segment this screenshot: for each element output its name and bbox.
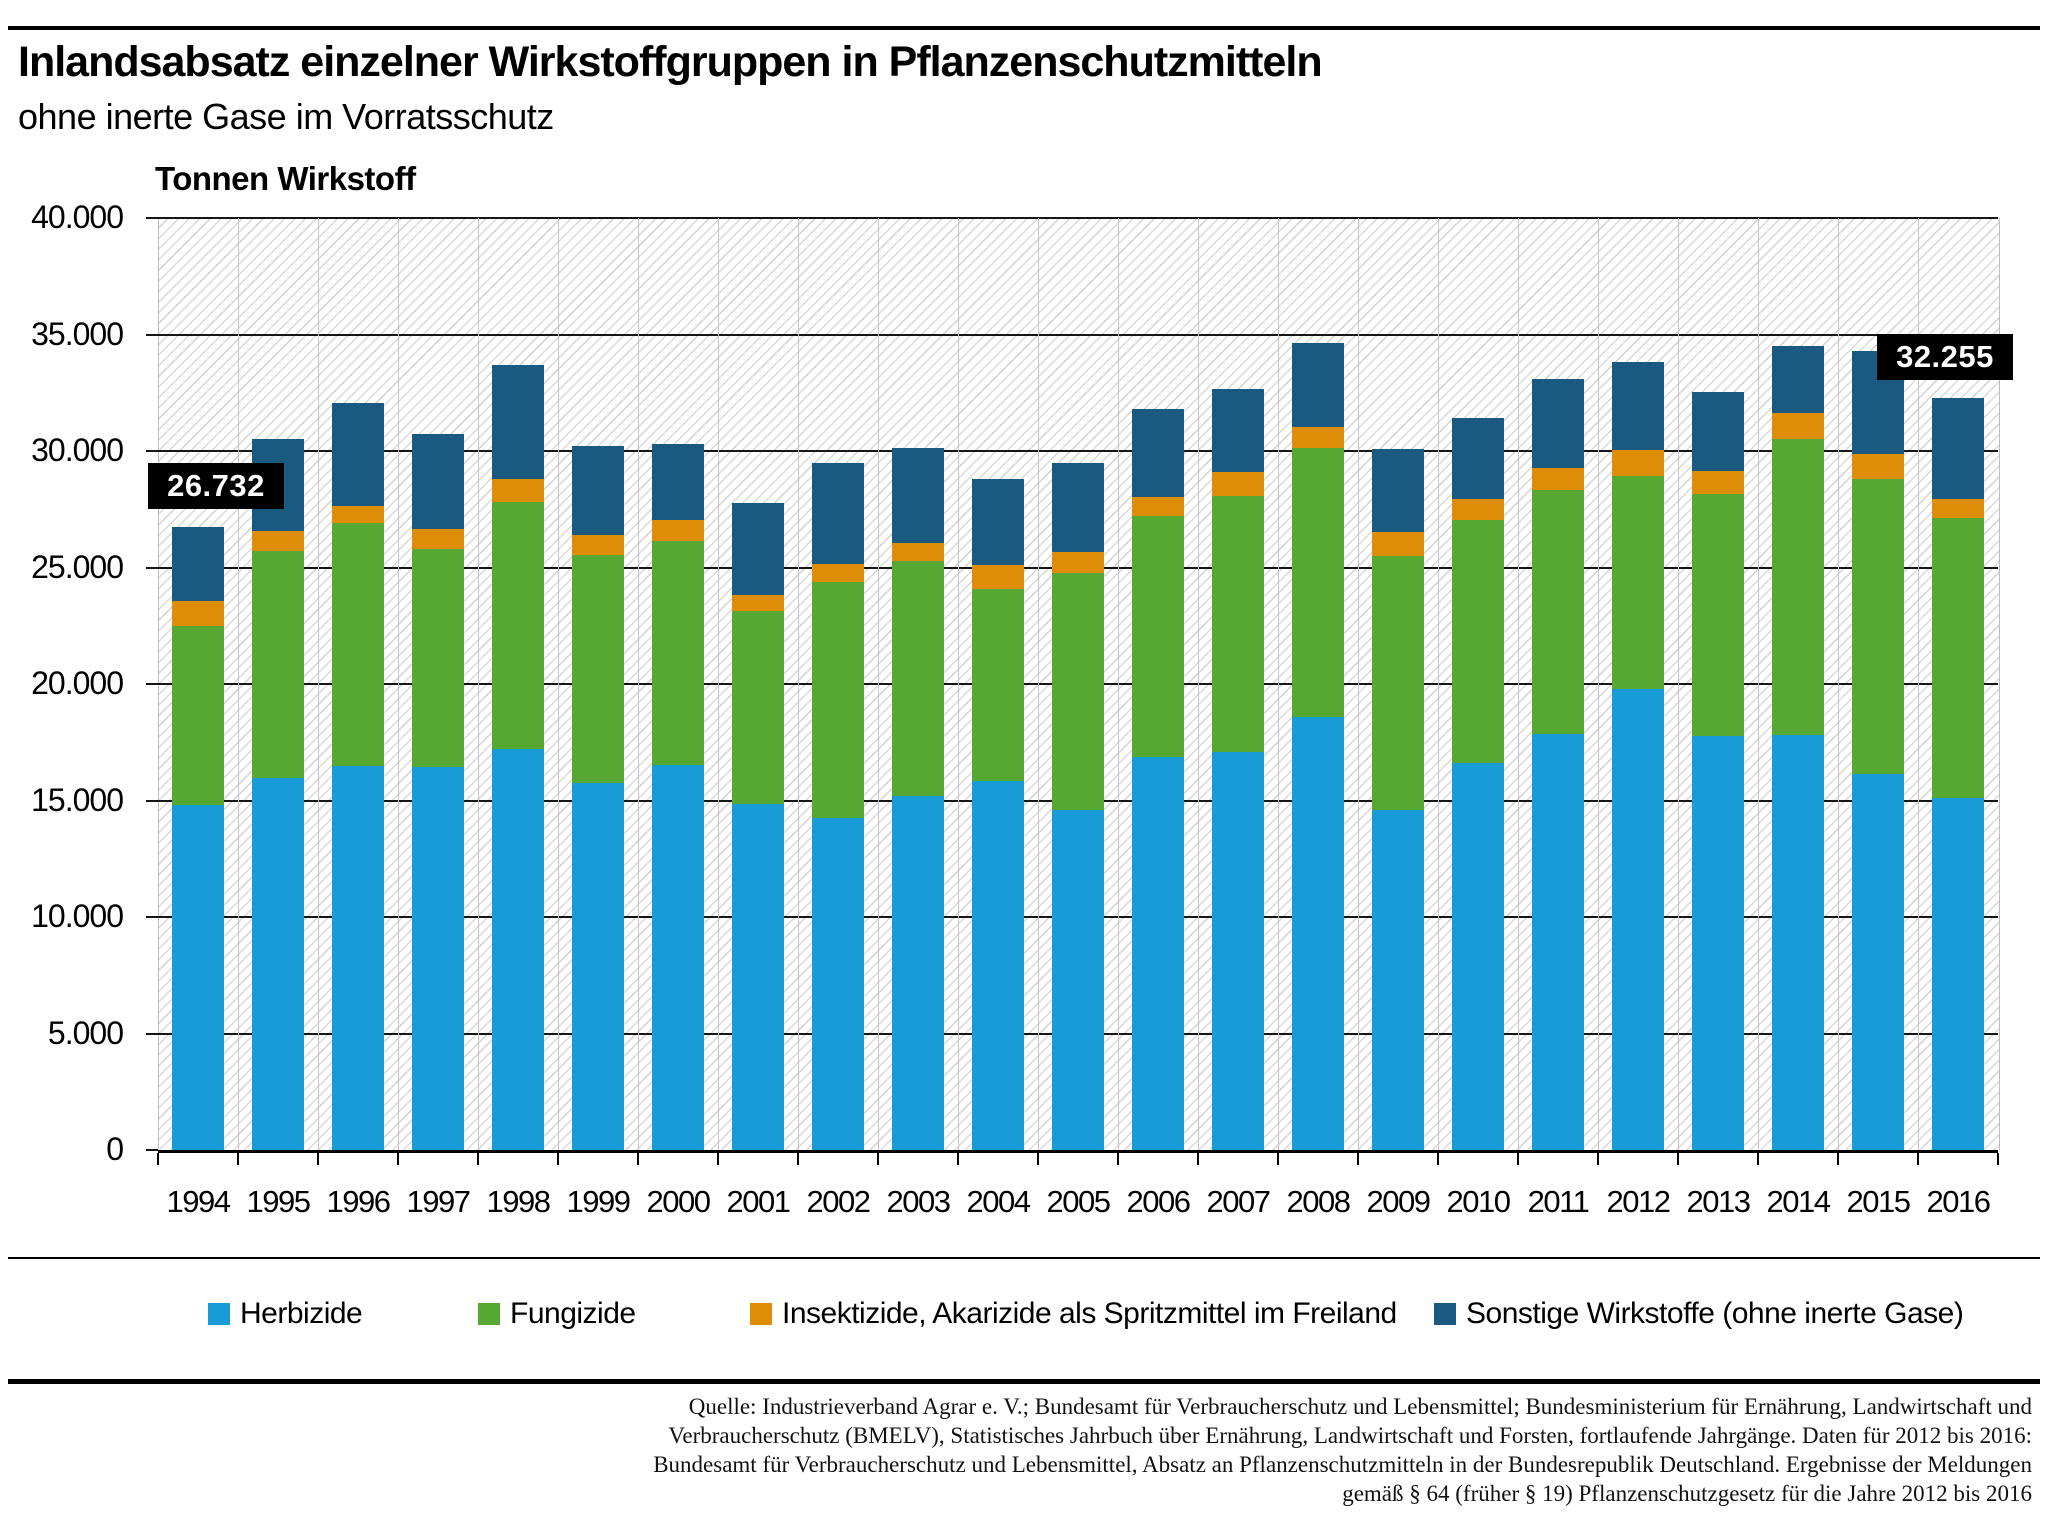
- x-tick-label-year: 2001: [726, 1184, 790, 1219]
- bar-segment-fungizide: [1292, 448, 1344, 717]
- bar-segment-insektizide: [732, 595, 784, 612]
- source-text: [452, 1392, 2032, 1508]
- x-tick-label-year: 1994: [166, 1184, 230, 1219]
- x-tick-mark: [477, 1153, 479, 1165]
- column-separator: [1598, 218, 1599, 1150]
- source-line: gemäß § 64 (früher § 19) Pflanzenschutzgesetz für die Jahre 2012 bis 2016: [1342, 1481, 2032, 1506]
- x-tick-label-year: 2004: [966, 1184, 1030, 1219]
- bar-segment-herbizide: [332, 766, 384, 1150]
- bar-segment-fungizide: [572, 555, 624, 783]
- bar-segment-fungizide: [1692, 494, 1744, 736]
- x-tick-label-year: 2003: [886, 1184, 950, 1219]
- bar-segment-sonstige: [1772, 346, 1824, 413]
- bar-segment-sonstige: [1212, 389, 1264, 472]
- x-tick-label-year: 2009: [1366, 1184, 1430, 1219]
- legend-label: Fungizide: [510, 1297, 636, 1330]
- x-tick-mark: [637, 1153, 639, 1165]
- page-title: Inlandsabsatz einzelner Wirkstoffgruppen in Pflanzenschutzmitteln: [18, 38, 1322, 86]
- top-rule: [8, 26, 2040, 30]
- x-tick-label-year: 1996: [326, 1184, 390, 1219]
- x-axis-line: [158, 1150, 1998, 1153]
- legend-swatch: [208, 1303, 230, 1325]
- x-tick-label-year: 1997: [406, 1184, 470, 1219]
- bar-segment-sonstige: [732, 503, 784, 595]
- bar-segment-sonstige: [1132, 409, 1184, 498]
- column-separator: [238, 218, 239, 1150]
- bar-segment-sonstige: [1052, 463, 1104, 552]
- bar-segment-sonstige: [172, 527, 224, 601]
- bar-segment-herbizide: [972, 781, 1024, 1150]
- bar-segment-fungizide: [1452, 520, 1504, 763]
- bar-segment-insektizide: [1292, 427, 1344, 448]
- x-tick-mark: [957, 1153, 959, 1165]
- y-tick-label: 5.000: [47, 1014, 123, 1051]
- bar-segment-insektizide: [1612, 450, 1664, 476]
- x-tick-label-year: 2007: [1206, 1184, 1270, 1219]
- column-separator: [1838, 218, 1839, 1150]
- bar-segment-herbizide: [1852, 774, 1904, 1150]
- bar-segment-fungizide: [1052, 573, 1104, 810]
- x-tick-label-year: 2015: [1846, 1184, 1910, 1219]
- bar-segment-sonstige: [1452, 418, 1504, 499]
- bar-segment-insektizide: [572, 535, 624, 555]
- bar-segment-fungizide: [1372, 556, 1424, 810]
- bar-segment-herbizide: [1452, 763, 1504, 1150]
- bar-segment-fungizide: [1612, 476, 1664, 689]
- bar-segment-fungizide: [652, 541, 704, 766]
- column-separator: [318, 218, 319, 1150]
- bar-segment-herbizide: [572, 783, 624, 1150]
- column-separator: [798, 218, 799, 1150]
- bar-segment-fungizide: [1532, 490, 1584, 733]
- divider-above-legend: [8, 1257, 2040, 1259]
- x-tick-mark: [1117, 1153, 1119, 1165]
- x-tick-mark: [1357, 1153, 1359, 1165]
- bar-segment-sonstige: [892, 448, 944, 543]
- bar-segment-insektizide: [412, 529, 464, 548]
- x-tick-mark: [1837, 1153, 1839, 1165]
- x-tick-label-year: 2010: [1446, 1184, 1510, 1219]
- bar-segment-insektizide: [972, 565, 1024, 590]
- y-tick-mark: [146, 567, 158, 569]
- bar-segment-fungizide: [1852, 479, 1904, 774]
- column-separator: [478, 218, 479, 1150]
- x-tick-mark: [1037, 1153, 1039, 1165]
- bar-segment-herbizide: [1932, 798, 1984, 1150]
- bar-segment-herbizide: [1052, 810, 1104, 1150]
- bar-segment-insektizide: [1452, 499, 1504, 520]
- column-separator: [1438, 218, 1439, 1150]
- y-tick-label: 40.000: [31, 199, 123, 235]
- bar-segment-fungizide: [1212, 496, 1264, 751]
- x-tick-label-year: 2006: [1126, 1184, 1190, 1219]
- column-separator: [1118, 218, 1119, 1150]
- x-tick-mark: [1677, 1153, 1679, 1165]
- bar-segment-herbizide: [412, 767, 464, 1150]
- x-tick-label-year: 1998: [486, 1184, 550, 1219]
- x-tick-mark: [877, 1153, 879, 1165]
- bar-segment-herbizide: [1692, 736, 1744, 1150]
- bar-segment-sonstige: [972, 479, 1024, 565]
- x-tick-mark: [797, 1153, 799, 1165]
- bar-segment-sonstige: [1932, 398, 1984, 499]
- y-tick-label: 35.000: [31, 315, 123, 352]
- bar-segment-fungizide: [492, 502, 544, 749]
- bar-segment-insektizide: [492, 479, 544, 503]
- x-tick-mark: [557, 1153, 559, 1165]
- y-tick-label: 30.000: [31, 432, 123, 468]
- bar-segment-fungizide: [892, 561, 944, 796]
- bar-segment-fungizide: [1772, 439, 1824, 735]
- column-separator: [958, 218, 959, 1150]
- legend-label: Herbizide: [240, 1297, 363, 1330]
- x-tick-label-year: 2000: [646, 1184, 710, 1219]
- bar-segment-herbizide: [732, 804, 784, 1150]
- bar-segment-herbizide: [492, 749, 544, 1150]
- x-tick-mark: [1757, 1153, 1759, 1165]
- bar-segment-fungizide: [172, 626, 224, 805]
- x-tick-label-year: 2011: [1527, 1184, 1589, 1219]
- bar-segment-herbizide: [1372, 810, 1424, 1150]
- x-tick-label-year: 2005: [1046, 1184, 1110, 1219]
- bar-segment-insektizide: [332, 506, 384, 523]
- bar-segment-insektizide: [812, 564, 864, 582]
- x-tick-label-year: 1999: [566, 1184, 630, 1219]
- column-separator: [398, 218, 399, 1150]
- bar-segment-herbizide: [1772, 735, 1824, 1150]
- bar-segment-insektizide: [1212, 472, 1264, 497]
- total-value-label: 32.255: [1877, 334, 2013, 380]
- y-tick-label: 25.000: [31, 548, 123, 585]
- y-gridline: [158, 217, 1998, 219]
- y-tick-mark: [146, 450, 158, 452]
- column-separator: [1518, 218, 1519, 1150]
- bar-segment-sonstige: [412, 434, 464, 529]
- x-tick-mark: [717, 1153, 719, 1165]
- x-tick-label-year: 2002: [806, 1184, 870, 1219]
- bar-segment-herbizide: [1612, 689, 1664, 1150]
- x-tick-mark: [1197, 1153, 1199, 1165]
- x-tick-label-year: 2008: [1286, 1184, 1350, 1219]
- bar-segment-insektizide: [1372, 532, 1424, 556]
- y-tick-mark: [146, 916, 158, 918]
- bar-segment-sonstige: [332, 403, 384, 506]
- x-tick-mark: [397, 1153, 399, 1165]
- bar-segment-herbizide: [892, 796, 944, 1150]
- bar-segment-insektizide: [172, 601, 224, 625]
- column-separator: [638, 218, 639, 1150]
- y-tick-label: 15.000: [31, 781, 123, 818]
- x-tick-mark: [1277, 1153, 1279, 1165]
- y-tick-mark: [146, 1149, 158, 1151]
- bar-segment-insektizide: [1852, 454, 1904, 480]
- bar-segment-sonstige: [572, 446, 624, 535]
- y-tick-label: 20.000: [31, 665, 123, 701]
- column-separator: [1358, 218, 1359, 1150]
- x-tick-mark: [1597, 1153, 1599, 1165]
- y-tick-mark: [146, 217, 158, 219]
- bar-segment-fungizide: [972, 589, 1024, 781]
- x-tick-mark: [317, 1153, 319, 1165]
- bar-segment-sonstige: [1292, 343, 1344, 427]
- column-separator: [1198, 218, 1199, 1150]
- bar-segment-herbizide: [1212, 752, 1264, 1150]
- bar-segment-insektizide: [1532, 468, 1584, 490]
- x-tick-mark: [1917, 1153, 1919, 1165]
- bar-segment-sonstige: [492, 365, 544, 479]
- column-separator: [1678, 218, 1679, 1150]
- bar-segment-insektizide: [1132, 497, 1184, 516]
- bar-segment-sonstige: [1532, 379, 1584, 468]
- bar-segment-insektizide: [652, 520, 704, 541]
- column-separator: [718, 218, 719, 1150]
- x-tick-label-year: 2013: [1686, 1184, 1750, 1219]
- legend-swatch: [478, 1303, 500, 1325]
- source-line: Bundesamt für Verbraucherschutz und Lebensmittel, Absatz an Pflanzenschutzmitteln in der Bundesrepublik Deutschland. Ergebnisse der Meldungen: [653, 1452, 2032, 1477]
- source-line: Verbraucherschutz (BMELV), Statistisches Jahrbuch über Ernährung, Landwirtschaft und Forsten, fortlaufende Jahrgänge. Daten für 2012 bis 2016:: [668, 1423, 2032, 1448]
- bar-segment-fungizide: [252, 551, 304, 778]
- bar-segment-herbizide: [812, 818, 864, 1150]
- source-line: Quelle: Industrieverband Agrar e. V.; Bundesamt für Verbraucherschutz und Lebensmittel; Bundesministerium für Ernährung, Landwirtschaft und: [688, 1394, 2032, 1419]
- bar-segment-fungizide: [812, 582, 864, 818]
- bar-segment-fungizide: [732, 611, 784, 804]
- bar-segment-insektizide: [892, 543, 944, 561]
- x-tick-label-year: 2012: [1606, 1184, 1670, 1219]
- column-separator: [1278, 218, 1279, 1150]
- y-tick-mark: [146, 800, 158, 802]
- bar-segment-herbizide: [1532, 734, 1584, 1150]
- y-axis-unit-label: Tonnen Wirkstoff: [155, 160, 416, 197]
- x-tick-mark: [237, 1153, 239, 1165]
- bar-segment-sonstige: [1692, 392, 1744, 471]
- y-tick-mark: [146, 334, 158, 336]
- bar-segment-insektizide: [252, 531, 304, 550]
- divider-above-source: [8, 1379, 2040, 1384]
- x-tick-mark: [1997, 1153, 1999, 1165]
- y-tick-label: 0: [106, 1131, 123, 1167]
- page-subtitle: ohne inerte Gase im Vorratsschutz: [18, 96, 554, 137]
- bar-segment-insektizide: [1692, 471, 1744, 494]
- bar-segment-fungizide: [1132, 516, 1184, 756]
- bar-segment-insektizide: [1052, 552, 1104, 573]
- bar-segment-herbizide: [652, 765, 704, 1150]
- x-tick-label-year: 1995: [246, 1184, 310, 1219]
- x-tick-mark: [1517, 1153, 1519, 1165]
- bar-segment-sonstige: [652, 444, 704, 519]
- legend-swatch: [1434, 1303, 1456, 1325]
- bar-segment-herbizide: [172, 805, 224, 1150]
- column-separator: [1038, 218, 1039, 1150]
- x-tick-label-year: 2016: [1926, 1184, 1990, 1219]
- bar-segment-herbizide: [1292, 717, 1344, 1150]
- bar-segment-insektizide: [1772, 413, 1824, 439]
- bar-segment-insektizide: [1932, 499, 1984, 517]
- legend-swatch: [750, 1303, 772, 1325]
- column-separator: [878, 218, 879, 1150]
- bar-segment-sonstige: [812, 463, 864, 564]
- bar-segment-sonstige: [1372, 449, 1424, 532]
- x-tick-mark: [157, 1153, 159, 1165]
- legend-label: Sonstige Wirkstoffe (ohne inerte Gase): [1466, 1297, 1964, 1330]
- y-tick-mark: [146, 683, 158, 685]
- x-tick-mark: [1437, 1153, 1439, 1165]
- bar-segment-sonstige: [1612, 362, 1664, 450]
- total-value-label: 26.732: [148, 463, 284, 509]
- x-tick-label-year: 2014: [1766, 1184, 1830, 1219]
- bar-segment-fungizide: [332, 523, 384, 766]
- legend-label: Insektizide, Akarizide als Spritzmittel im Freiland: [782, 1297, 1397, 1330]
- bar-segment-herbizide: [1132, 757, 1184, 1150]
- y-gridline: [158, 334, 1998, 336]
- column-separator: [558, 218, 559, 1150]
- bar-segment-fungizide: [1932, 518, 1984, 798]
- bar-segment-herbizide: [252, 778, 304, 1150]
- y-tick-mark: [146, 1033, 158, 1035]
- column-separator: [1758, 218, 1759, 1150]
- bar-segment-fungizide: [412, 549, 464, 768]
- y-tick-label: 10.000: [31, 898, 123, 934]
